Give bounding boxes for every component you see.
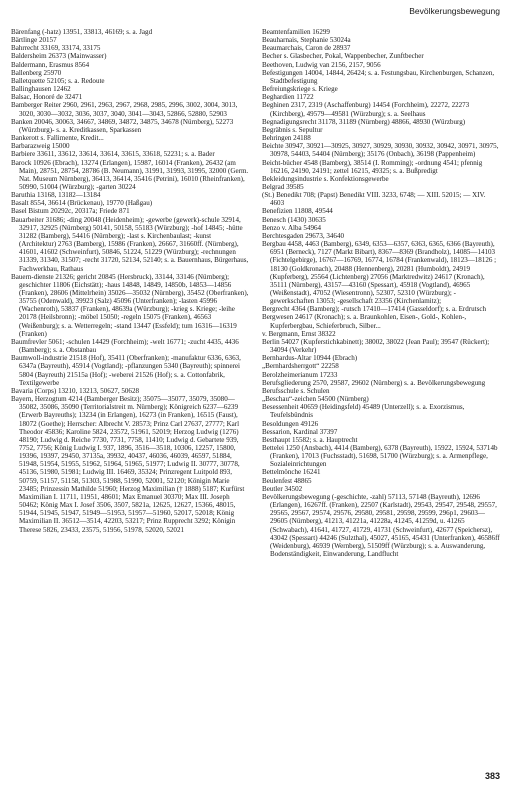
index-entry: Bauern-dienste 21326; gericht 20845 (Hersbruck), 33144, 33146 (Nürnberg); geschichter 11806 (Eichstätt); -haus 14848, 14849, 14850b, 14853—14856 (Franken), 28606 (Mittelrhein) 35026—35032 (Nürnberg), 35452 (Oberfranken), 35755 (Odenwald), 39923 (Salz) 45096 (Unterfranken); -lasten 45996 (Wachenroth), 53837 (Franken), 48639a (Würzburg); -krieg s. Kriege; -leihe 20178 (Heilsbronn); -möbel 15050; -regeln 15075 (Franken), 46563 (Weißenburg); s. a. Wetterregeln; -stand 13447 (Essfeld); tum 16316—16319 (Franken)	[11, 272, 249, 338]
index-entry: Berlin 54027 (Kupferstichkabinett); 38002, 38022 (Jean Paul); 39547 (Rückert); 34094 (Verkehr)	[262, 337, 490, 355]
index-entry: Beamtenfamilien 16299	[262, 28, 330, 36]
index-entry: Bekleidungsindustrie s. Konfektionsgewerbe	[262, 174, 389, 183]
page-number: 383	[484, 771, 500, 781]
index-entry: Besoldungen 49126	[262, 419, 319, 428]
index-entry: Banken 20046, 30063, 34667, 34869, 34872, 34875, 34678 (Nürnberg), 52273 (Würzburg)- s. a. Kreditkassen, Sparkassen	[11, 117, 234, 134]
index-entry: Baldermann, Erasmus 8564	[11, 60, 90, 69]
index-entry: Beethoven, Ludwig van 2156, 2157, 9056	[262, 60, 381, 69]
index-entry: Becher s. Glasbecher, Pokal, Wappenbecher, Zunftbecher	[262, 52, 424, 61]
index-entry: Bergbau 4458, 4463 (Bamberg), 6349, 6353—6357, 6363, 6365, 6366 (Bayreuth), 6951 (Berneck), 7127 (Markt Bibart), 8367—8369 (Brandholz), 14085—14103 (Fichtelgebirge), 16767—16769, 16774, 16784 (Frankenwald), 18123—18126 ; 18130 (Goldkronach), 20488 (Hennenberg), 20281 (Humboldt), 24919 (Kupferberg), 25564 (Lichtenberg) 27056 (Marktredwitz) 24617 (Kronach), 35111 (Nürnberg), 43157—43160 (Spessart), 45918 (Vogtland), 46965 (Weißenstadt), 47052 (Wiesentronn), 52307, 52310 (Würzburg); -gewerkschaften 13053; -gesellschaft 23356 (Kirchenlamitz);	[262, 240, 497, 306]
index-entry: „Bernhardsherrgott“ 22258	[262, 362, 339, 371]
index-entry: Bavaria (Corps) 13210, 13213, 50627, 50628	[11, 386, 140, 395]
index-entry: Berolzheimerianum 17233	[262, 370, 338, 379]
index-entry: Baldersheim 26373 (Mainwasser)	[11, 52, 107, 61]
index-entry: Beulenfest 48865	[262, 476, 312, 485]
index-entry: v. Bergmann, Ernst 38322	[262, 329, 336, 338]
index-entry: Belgrad 39585	[262, 182, 304, 191]
index-entry: Barbarazweig 15000	[11, 142, 70, 151]
index-entry: Bayern, Herzogtum 4214 (Bamberger Besitz); 35075—35077, 35079, 35080—35082, 35086, 35090 (Territorialstreit m. Nürnberg); Königreich 6237—6239 (Erwerb Bayreuths); 13234 (in Erlangen), 16273 (in Franken), 16515 (Faust), 18072 (Goethe); Herrscher: Albrecht V. 28573; Prinz Carl 27637, 27777; Karl Theodor 45836; Karoline 5824, 23572, 51961, 52019; Herzog Ludwig (1276) 48190; Ludwig d. Reiche 7730, 7731, 7758, 11410; Ludwig d. Gebartete 939, 7752, 7756; König Ludwig I. 937, 1896, 3516—3518, 10306, 12257, 15800, 19396, 19397, 29450, 37135a, 39932, 40437, 46036, 46039, 46597, 51884, 51948, 51954, 51955, 51962, 51964, 51965, 51977; Ludwig II. 30777, 30778, 45136, 51980, 51981; Ludwig III. 16469, 35324; Prinzregent Luitpold 893, 50759, 51157, 51158, 51303, 51988, 51990, 52001, 52120; Königin Marie 23485; Prinzessin Mathilde 51960; Herzog Maximilian († 1888) 5187; Kurfürst Maximilian I. 11711, 11951, 48601; Max Emanuel 30370; Max III. Joseph 50462; König Max I. Josef 3506, 3507, 5821a, 12625, 12627, 15366, 48015, 51944, 51945, 51947, 51949—51953, 51957—51960, 52017, 52018; König Maximilian II. 36512—3514, 42203, 53217; Prinz Rupprecht 3292; Königin Therese 5826, 23433, 23575, 51956, 51978, 52020, 52021	[11, 395, 245, 534]
index-entry: Beghardien 11722	[262, 93, 314, 102]
index-entry: Beauharnais, Stephanie 53024a	[262, 36, 351, 45]
index-entry: Ballinghausen 12462	[11, 85, 71, 94]
index-entry: Bettelei 1250 (Ansbach), 4414 (Bamberg), 6378 (Bayreuth), 15922, 15924, 53714b (Franken), 17013 (Fuchsstadt), 51698, 51700 (Würzburg); s. a. Armenpflege, Sozialeinrichtungen	[262, 443, 498, 469]
index-entry: Beaumarchais, Caron de 28937	[262, 44, 351, 53]
index-entry: Benesch (1430) 30635	[262, 215, 326, 224]
index-entry: Bessarion, Kardinal 37397	[262, 427, 338, 436]
index-entry: Bärtlinge 20157	[11, 36, 57, 45]
index-entry: Bamberger Reiter 2960, 2961, 2963, 2967, 2968, 2985, 2996, 3002, 3004, 3013, 3020, 3030—3032, 3036, 3037, 3040, 3041—3043, 52866, 52880, 52903	[11, 101, 238, 118]
index-entry: Besthaupt 15582; s. a. Hauptrecht	[262, 435, 358, 444]
index-entry: Berchtesgaden 29673, 34640	[262, 231, 344, 240]
index-entry: Besessenheit 40659 (Heidingsfeld) 45489 (Unterzell); s. a. Exorzismus, Teufelsbündnis	[262, 403, 465, 420]
index-column-left	[11, 28, 249, 776]
index-entry: Baumfrevler 5061; -schulen 14429 (Forchheim); -welt 16771; -zucht 4435, 4436 (Bamberg); s. a. Obstanbau	[11, 337, 239, 355]
index-entry: „Beschau“-zeichen 54500 (Nürnberg)	[262, 395, 369, 404]
index-entry: Bauarbeiter 31686; -ding 20048 (Heidenheim); -gewerbe (gewerk)-schule 32914, 32917, 32925 (Nürnberg) 50141, 50158, 55183 (Würzburg); -hof 14845; -hütte 31282 (Bamberg), 54416 (Nürnberg); -last s. Kirchenbaulast; -kunst (Architektur) 2763 (Bamberg), 15986 (Franken), 26667, 31660ff. (Nürnberg), 41601, 41602 (Schweinfurt), 50846, 51224, 51229 (Würzburg); -rechnungen 31339, 31340, 31507; -recht 31720, 52134, 52140; s. a. Bauernhaus, Bürgerhaus, Fachwerkbau, Rathaus	[11, 215, 249, 273]
index-entry: Beichte 30947, 30921—30925, 30927, 30929, 30930, 30932, 30942, 30971, 30975, 30978, 54403, 54404 (Nürnberg); 35176 (Onbach), 36198 (Pappenheim)	[262, 142, 499, 159]
index-entry: Benefizien 11808, 49544	[262, 207, 333, 216]
index-entry: Befreiungskriege s. Kriege	[262, 85, 338, 94]
index-entry: Befestigungen 14004, 14844, 26424; s. a. Festungsbau, Kirchenburgen, Schanzen, Stadtbefestigung	[262, 68, 495, 85]
index-entry: Bettelmönche 16241	[262, 468, 321, 477]
index-entry: Balsac, Honoré de 32471	[11, 93, 83, 102]
running-head: Bevölkerungsbewegung	[409, 6, 500, 16]
index-entry: Benzo v. Alba 54964	[262, 223, 322, 232]
index-entry: (St.) Benedikt 708; (Papst) Benedikt VIII. 3233, 6748; — XIII. 52015; — XIV. 4603	[262, 191, 486, 208]
index-entry: Beutler 34502	[262, 484, 303, 493]
index-entry: Basalt 8554, 36614 (Brückenau), 19770 (Haßgau)	[11, 199, 153, 208]
index-entry: Baruthia 13168, 13182—13184	[11, 191, 101, 200]
index-entry: Basel Bistum 20292c, 20317a; Friede 871	[11, 207, 130, 216]
index-entry: Berufsgliederung 2570, 29587, 29602 (Nürnberg) s. a. Bevölkerungsbewegung	[262, 378, 486, 387]
index-entry: Balletquette 52105; s. a. Redoute	[11, 76, 105, 85]
index-entry: Bärenfang (-hatz) 13951, 33813, 46169; s. a. Jagd	[11, 28, 153, 36]
index-entry: Begnadigungsrecht 31178, 31189 (Nürnberg) 48866, 48930 (Würzburg)	[262, 117, 466, 126]
index-entry: Behringen 24188	[262, 134, 311, 143]
index-entry: Bahrrecht 33169, 33174, 33175	[11, 44, 101, 53]
index-entry: Barbiere 33611, 33612, 33614, 33614, 33615, 33618, 52231; s. a. Bader	[11, 150, 215, 159]
index-entry: Begräbnis s. Sepultur	[262, 125, 323, 134]
index-entry: Bevölkerungsbewegung (-geschichte, -zahl) 57113, 57148 (Bayreuth), 12696 (Erlangen), 16267ff. (Franken), 22507 (Karlstadt), 29543, 29547, 29548, 29557, 29565, 29567, 29574, 29576, 29580, 29581, 29598, 29599, 296p1, 29603—29605 (Nürnberg), 41213, 41221a, 41228a, 41245, 41259d, u. 41265 (Schwabach), 41641, 41727, 41729, 41731 (Schweinfurt), 42677 (Speichersz), 43042 (Spessart) 44246 (Sulzthal), 45027, 45165, 45431 (Unterfranken), 46586ff (Weidenburg), 46939 (Wernberg), 51509ff (Würzburg); s. a. Auswanderung, Bodenständigkeit, Einwanderung, Landflucht	[262, 492, 500, 558]
index-entry: Beicht-bücher 4548 (Bamberg), 38514 (I. Romming); -ordnung 4541; pfennig 16216, 24190, 24191; zettel 16215, 49325; s. a. Bußpredigt	[262, 158, 483, 175]
index-entry: Baumwoll-industrie 21518 (Hof), 35411 (Oberfranken); -manufaktur 6336, 6363, 6347a (Bayreuth), 45914 (Vogtland); -pflanzungen 5340 (Bayreuth); spinnerei 5804 (Bayreuth) 21515a (Hof); -weberei 21526 (Hof); s. a. Cottonfabrik, Textilgewerbe	[11, 354, 241, 387]
index-entry: Bergwesen 24617 (Kronach); s. a. Braunkohlen, Eisen-, Gold-, Kohlen-, Kupferbergbau, Schieferbruch, Silber...	[262, 313, 467, 330]
index-entry: Bankerott s. Fallimente, Kredit...	[11, 134, 104, 143]
index-entry: Beghinen 2317, 2319 (Aschaffenburg) 14454 (Forchheim), 22272, 22273 (Kirchberg), 49579—49581 (Würzburg); s. a. Seelhaus	[262, 101, 470, 118]
index-entry: Ballenberg 25970	[11, 68, 62, 77]
index-column-right	[262, 28, 500, 776]
index-entry: Barock 10926 (Ebrach), 13274 (Erlangen), 15987, 16014 (Franken), 26432 (am Main), 28751, 28754, 28786 (B. Neumann), 31991, 31993, 31995, 32000 (Germ. Nat. Museum Nürnberg), 36413, 36414, 35416 (Petrini), 16010 (Rheinfranken), 50990, 51004 (Würzburg); -garten 30224	[11, 158, 249, 191]
index-entry: Bergrecht 4364 (Bamberg); -rutsch 17410—17414 (Gasseldorf); s. a. Erdrutsch	[262, 305, 487, 314]
index-entry: Berufsschule s. Schulen	[262, 386, 330, 395]
index-entry: Bernhardus-Altar 10944 (Ebrach)	[262, 354, 358, 363]
